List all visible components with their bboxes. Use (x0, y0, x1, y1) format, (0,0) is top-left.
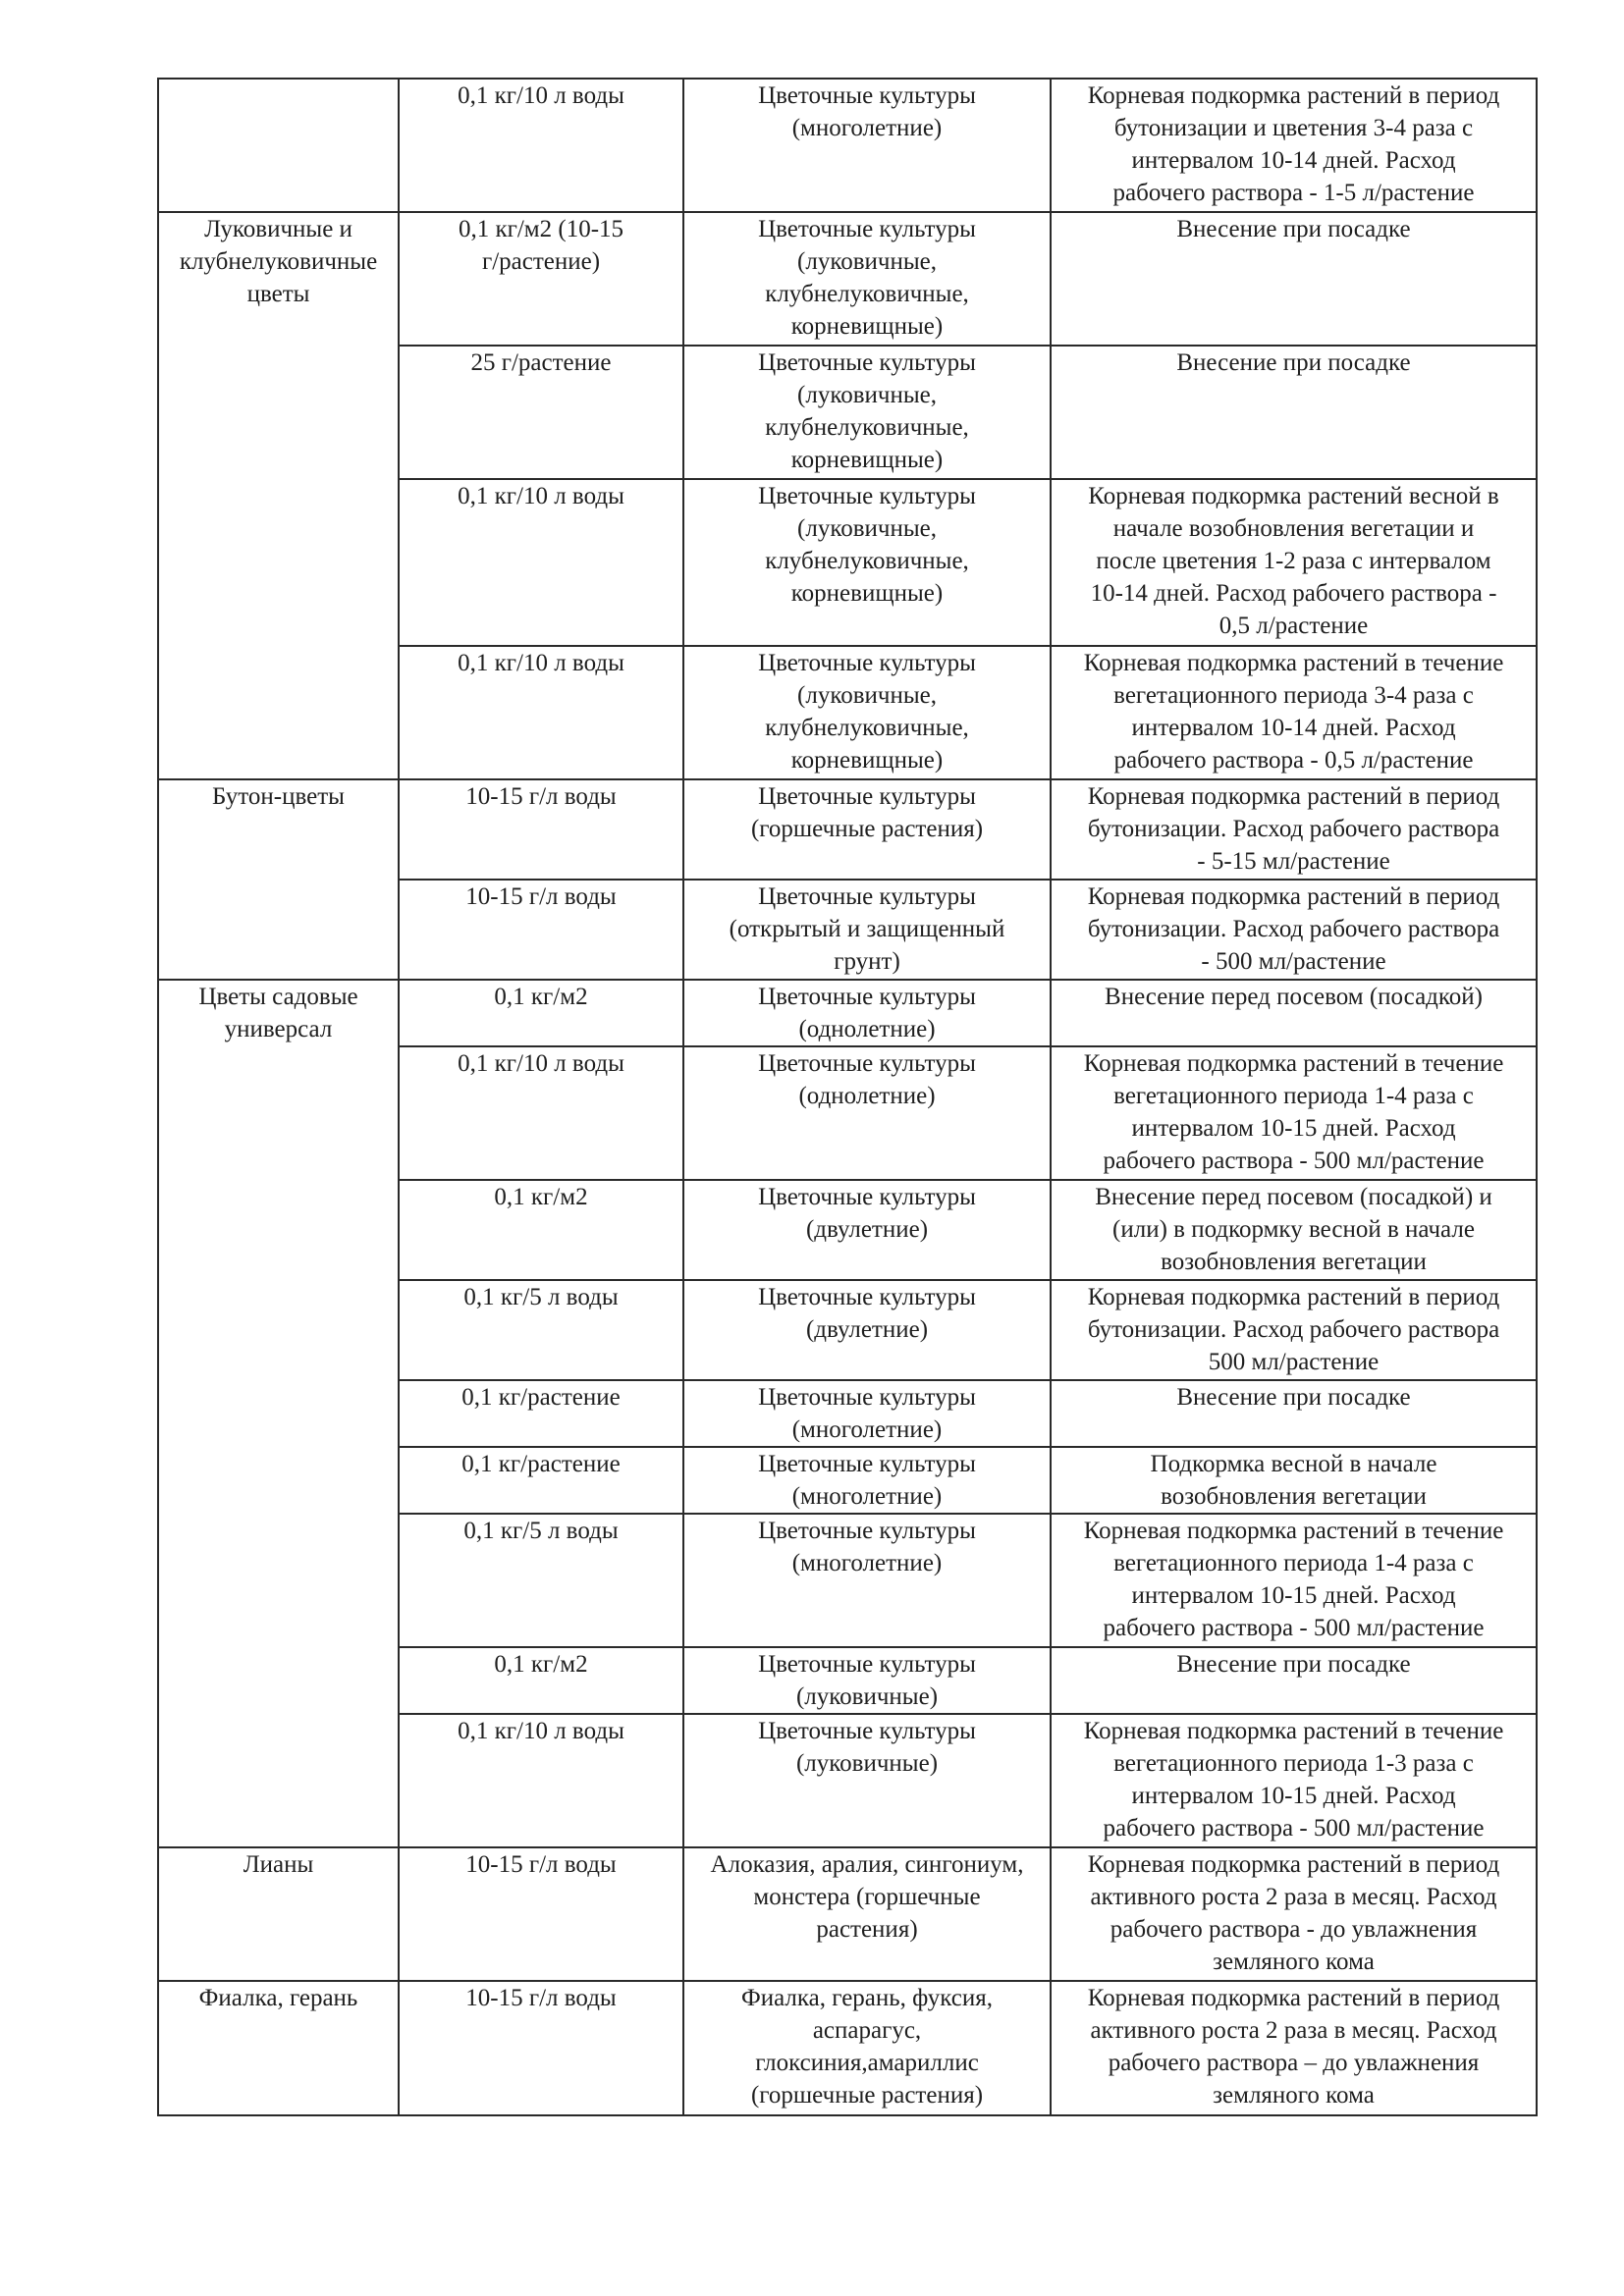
product-name-cell (158, 212, 399, 779)
cell-line: Внесение при посадке (1176, 1384, 1411, 1411)
cell-line: - 500 мл/растение (1201, 948, 1386, 975)
cell-line: 0,1 кг/растение (461, 1451, 621, 1477)
cell-line: активного роста 2 раза в месяц. Расход (1090, 1884, 1497, 1910)
crop-cell (683, 779, 1051, 880)
cell-line: 10-15 г/л воды (465, 783, 617, 810)
cell-line: активного роста 2 раза в месяц. Расход (1090, 2017, 1497, 2044)
cell-line: (горшечные растения) (750, 816, 984, 842)
cell-line: вегетационного периода 1-4 раза с (1113, 1083, 1474, 1109)
application-rate-cell (399, 779, 683, 880)
application-rate-cell (399, 1447, 683, 1514)
cell-line: земляного кома (1213, 1949, 1375, 1975)
product-name-cell (158, 1981, 399, 2115)
cell-line: 0,1 кг/10 л воды (458, 483, 624, 509)
table-row (158, 779, 1537, 880)
cell-line: вегетационного периода 1-4 раза с (1113, 1550, 1474, 1576)
cell-line: 10-15 г/л воды (465, 883, 617, 910)
cell-line: 0,1 кг/м2 (494, 984, 588, 1010)
cell-line: Цветочные культуры (758, 483, 976, 509)
application-rate-cell (399, 1514, 683, 1647)
cell-line: 0,1 кг/10 л воды (458, 650, 624, 676)
cell-line: интервалом 10-14 дней. Расход (1131, 715, 1456, 741)
application-rate-cell (399, 1046, 683, 1180)
cell-line: (луковичные, (797, 248, 937, 275)
table-row (158, 980, 1537, 1046)
cell-line: интервалом 10-15 дней. Расход (1131, 1115, 1456, 1142)
fertilizer-table (157, 78, 1538, 2116)
method-cell (1051, 1981, 1537, 2115)
cell-line: 0,5 л/растение (1218, 613, 1369, 639)
cell-line: Корневая подкормка растений в течение (1083, 1050, 1504, 1077)
method-cell (1051, 1847, 1537, 1981)
cell-line: Корневая подкормка растений в период (1087, 1851, 1500, 1878)
cell-line: 500 мл/растение (1208, 1349, 1380, 1375)
cell-line: Корневая подкормка растений в период (1087, 82, 1500, 109)
crop-cell (683, 1514, 1051, 1647)
cell-line: бутонизации и цветения 3-4 раза с (1113, 115, 1474, 141)
application-rate-cell (399, 1981, 683, 2115)
cell-line: земляного кома (1213, 2082, 1375, 2109)
cell-line: Цветочные культуры (758, 1284, 976, 1310)
cell-line: Корневая подкормка растений в период (1087, 783, 1500, 810)
cell-line: Цветочные культуры (758, 783, 976, 810)
cell-line: (луковичные) (795, 1683, 939, 1710)
application-rate-cell (399, 479, 683, 646)
cell-line: корневищные) (790, 747, 944, 774)
crop-cell (683, 1647, 1051, 1714)
cell-line: бутонизации. Расход рабочего раствора (1087, 816, 1500, 842)
cell-line: рабочего раствора - 0,5 л/растение (1113, 747, 1474, 774)
cell-line: Фиалка, герань, фуксия, (740, 1985, 993, 2011)
cell-line: Цветочные культуры (758, 650, 976, 676)
crop-cell (683, 1981, 1051, 2115)
cell-line: после цветения 1-2 раза с интервалом (1096, 548, 1491, 574)
method-cell (1051, 980, 1537, 1046)
cell-line: 25 г/растение (470, 349, 612, 376)
cell-line: рабочего раствора – до увлажнения (1108, 2050, 1480, 2076)
cell-line: клубнелуковичные, (765, 548, 969, 574)
cell-line: 10-15 г/л воды (465, 1851, 617, 1878)
cell-line: (однолетние) (798, 1083, 936, 1109)
cell-line: интервалом 10-15 дней. Расход (1131, 1783, 1456, 1809)
method-cell (1051, 79, 1537, 212)
cell-line: (горшечные растения) (750, 2082, 984, 2109)
cell-line: Корневая подкормка растений в течение (1083, 650, 1504, 676)
application-rate-cell (399, 1180, 683, 1280)
application-rate-cell (399, 1280, 683, 1380)
cell-line: Цветочные культуры (758, 1184, 976, 1210)
application-rate-cell (399, 1714, 683, 1847)
cell-line: Цветочные культуры (758, 1518, 976, 1544)
cell-line: Корневая подкормка растений весной в (1088, 483, 1499, 509)
crop-cell (683, 1046, 1051, 1180)
method-cell (1051, 1647, 1537, 1714)
cell-line: 0,1 кг/10 л воды (458, 82, 624, 109)
cell-line: рабочего раствора - 500 мл/растение (1103, 1615, 1485, 1641)
cell-line: (открытый и защищенный (729, 916, 1005, 942)
application-rate-cell (399, 212, 683, 346)
cell-line: Внесение при посадке (1176, 216, 1411, 242)
application-rate-cell (399, 1647, 683, 1714)
cell-line: Корневая подкормка растений в период (1087, 883, 1500, 910)
application-rate-cell (399, 1380, 683, 1447)
cell-line: Цветочные культуры (758, 1651, 976, 1678)
method-cell (1051, 346, 1537, 479)
method-cell (1051, 479, 1537, 646)
cell-line: (многолетние) (791, 1483, 943, 1510)
product-name-cell (158, 980, 399, 1847)
method-cell (1051, 779, 1537, 880)
cell-line: монстера (горшечные (753, 1884, 981, 1910)
crop-cell (683, 479, 1051, 646)
method-cell (1051, 212, 1537, 346)
cell-line: (луковичные, (797, 515, 937, 542)
cell-line: интервалом 10-14 дней. Расход (1131, 147, 1456, 174)
cell-line: грунт) (834, 948, 900, 975)
cell-line: вегетационного периода 3-4 раза с (1113, 682, 1474, 709)
method-cell (1051, 1714, 1537, 1847)
cell-line: (двулетние) (805, 1316, 929, 1343)
application-rate-cell (399, 646, 683, 779)
cell-line: цветы (246, 281, 310, 307)
cell-line: 10-15 г/л воды (465, 1985, 617, 2011)
cell-line: интервалом 10-15 дней. Расход (1131, 1582, 1456, 1609)
cell-line: (луковичные) (795, 1750, 939, 1777)
cell-line: Цветочные культуры (758, 82, 976, 109)
cell-line: клубнелуковичные (179, 248, 378, 275)
cell-line: клубнелуковичные, (765, 414, 969, 441)
cell-line: (однолетние) (798, 1016, 936, 1042)
cell-line: г/растение) (481, 248, 601, 275)
crop-cell (683, 1847, 1051, 1981)
application-rate-cell (399, 1847, 683, 1981)
cell-line: Корневая подкормка растений в течение (1083, 1718, 1504, 1744)
crop-cell (683, 1447, 1051, 1514)
application-rate-cell (399, 880, 683, 980)
cell-line: (луковичные, (797, 382, 937, 408)
cell-line: Бутон-цветы (212, 783, 345, 810)
cell-line: Цветочные культуры (758, 984, 976, 1010)
cell-line: Внесение при посадке (1176, 1651, 1411, 1678)
cell-line: 0,1 кг/5 л воды (463, 1284, 619, 1310)
cell-line: возобновления вегетации (1161, 1249, 1427, 1275)
crop-cell (683, 1380, 1051, 1447)
table-body (158, 79, 1537, 2115)
table-row (158, 212, 1537, 346)
cell-line: 0,1 кг/10 л воды (458, 1718, 624, 1744)
cell-line: 0,1 кг/5 л воды (463, 1518, 619, 1544)
cell-line: глоксиния,амариллис (755, 2050, 979, 2076)
cell-line: клубнелуковичные, (765, 281, 969, 307)
crop-cell (683, 880, 1051, 980)
method-cell (1051, 1447, 1537, 1514)
table-row (158, 79, 1537, 212)
crop-cell (683, 1180, 1051, 1280)
crop-cell (683, 1714, 1051, 1847)
cell-line: Цветочные культуры (758, 216, 976, 242)
cell-line: корневищные) (790, 313, 944, 340)
cell-line: бутонизации. Расход рабочего раствора (1087, 916, 1500, 942)
method-cell (1051, 1046, 1537, 1180)
cell-line: рабочего раствора - до увлажнения (1110, 1916, 1478, 1943)
cell-line: универсал (224, 1016, 333, 1042)
product-name-cell (158, 779, 399, 980)
cell-line: Цветочные культуры (758, 1451, 976, 1477)
cell-line: клубнелуковичные, (765, 715, 969, 741)
product-name-cell (158, 1847, 399, 1981)
application-rate-cell (399, 79, 683, 212)
cell-line: рабочего раствора - 500 мл/растение (1103, 1148, 1485, 1174)
table-row (158, 1981, 1537, 2115)
cell-line: бутонизации. Расход рабочего раствора (1087, 1316, 1500, 1343)
cell-line: Фиалка, герань (198, 1985, 358, 2011)
cell-line: 10-14 дней. Расход рабочего раствора - (1090, 580, 1497, 607)
cell-line: Луковичные и (204, 216, 352, 242)
cell-line: (двулетние) (805, 1216, 929, 1243)
application-rate-cell (399, 346, 683, 479)
cell-line: Цветочные культуры (758, 883, 976, 910)
cell-line: Корневая подкормка растений в течение (1083, 1518, 1504, 1544)
method-cell (1051, 1180, 1537, 1280)
cell-line: возобновления вегетации (1161, 1483, 1427, 1510)
cell-line: 0,1 кг/м2 (10-15 (458, 216, 624, 242)
application-rate-cell (399, 980, 683, 1046)
cell-line: Цветочные культуры (758, 349, 976, 376)
cell-line: (или) в подкормку весной в начале (1112, 1216, 1475, 1243)
cell-line: корневищные) (790, 447, 944, 473)
cell-line: Внесение перед посевом (посадкой) и (1095, 1184, 1492, 1210)
cell-line: 0,1 кг/м2 (494, 1651, 588, 1678)
cell-line: корневищные) (790, 580, 944, 607)
cell-line: (многолетние) (791, 1416, 943, 1443)
crop-cell (683, 79, 1051, 212)
cell-line: Корневая подкормка растений в период (1087, 1284, 1500, 1310)
method-cell (1051, 1380, 1537, 1447)
cell-line: растения) (816, 1916, 918, 1943)
cell-line: аспарагус, (812, 2017, 922, 2044)
cell-line: 0,1 кг/10 л воды (458, 1050, 624, 1077)
method-cell (1051, 880, 1537, 980)
cell-line: начале возобновления вегетации и (1112, 515, 1475, 542)
cell-line: Цветочные культуры (758, 1718, 976, 1744)
cell-line: Цветочные культуры (758, 1050, 976, 1077)
method-cell (1051, 1280, 1537, 1380)
cell-line: вегетационного периода 1-3 раза с (1113, 1750, 1474, 1777)
method-cell (1051, 1514, 1537, 1647)
cell-line: (многолетние) (791, 1550, 943, 1576)
cell-line: 0,1 кг/растение (461, 1384, 621, 1411)
cell-line: Внесение при посадке (1176, 349, 1411, 376)
crop-cell (683, 646, 1051, 779)
crop-cell (683, 212, 1051, 346)
cell-line: Подкормка весной в начале (1150, 1451, 1437, 1477)
cell-line: рабочего раствора - 500 мл/растение (1103, 1815, 1485, 1842)
cell-line: Корневая подкормка растений в период (1087, 1985, 1500, 2011)
cell-line: (многолетние) (791, 115, 943, 141)
cell-line: рабочего раствора - 1-5 л/растение (1112, 180, 1475, 206)
crop-cell (683, 1280, 1051, 1380)
method-cell (1051, 646, 1537, 779)
product-name-cell (158, 79, 399, 212)
crop-cell (683, 346, 1051, 479)
cell-line: Алоказия, аралия, сингониум, (710, 1851, 1024, 1878)
cell-line: (луковичные, (797, 682, 937, 709)
table-row (158, 1847, 1537, 1981)
cell-line: Цветочные культуры (758, 1384, 976, 1411)
cell-line: Внесение перед посевом (посадкой) (1105, 984, 1483, 1010)
cell-line: Цветы садовые (198, 984, 358, 1010)
cell-line: - 5-15 мл/растение (1197, 848, 1390, 875)
crop-cell (683, 980, 1051, 1046)
cell-line: Лианы (243, 1851, 314, 1878)
cell-line: 0,1 кг/м2 (494, 1184, 588, 1210)
